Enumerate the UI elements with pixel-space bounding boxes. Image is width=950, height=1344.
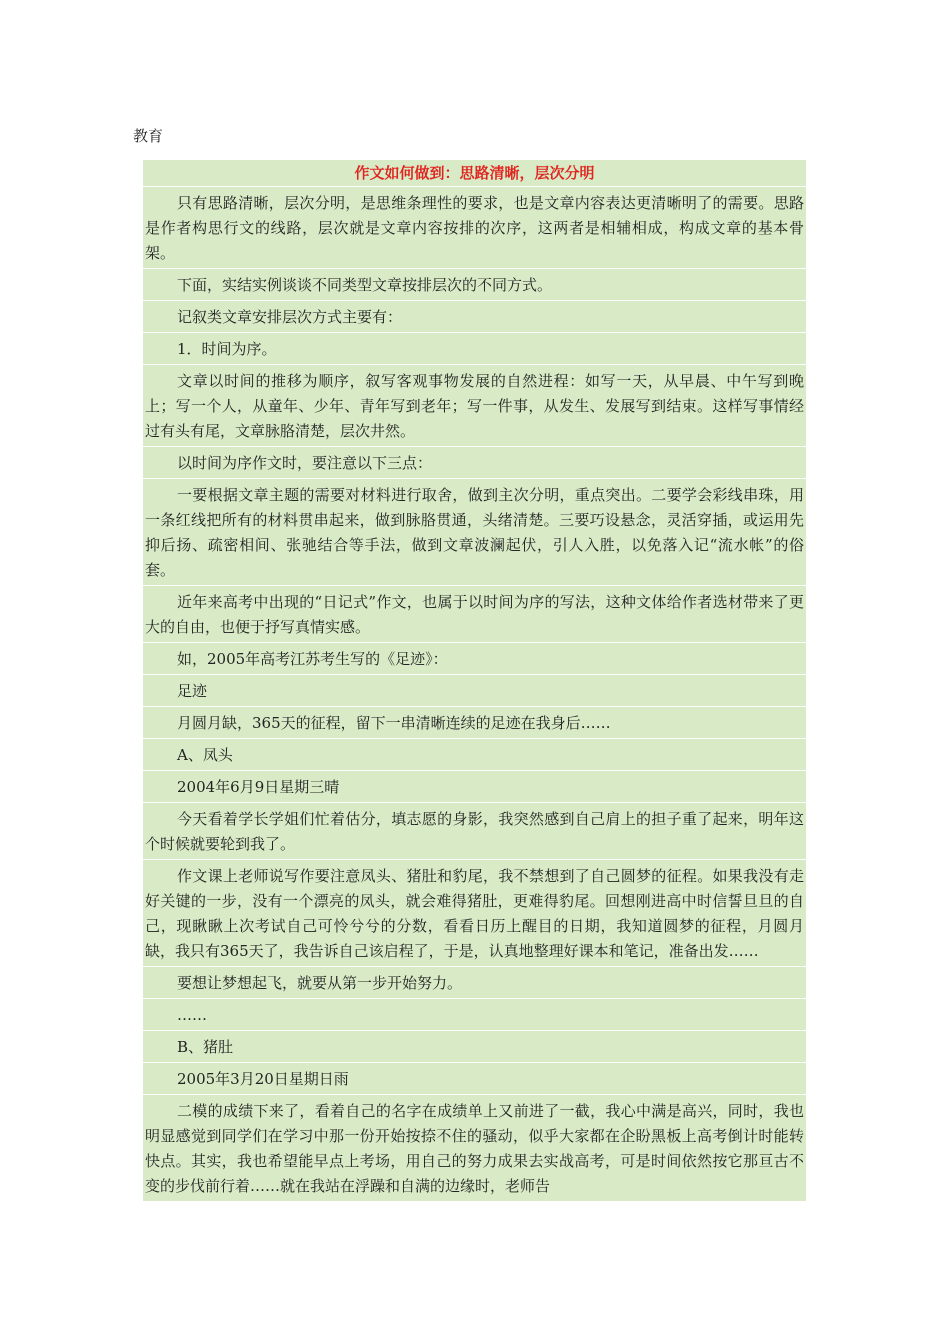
article-box (143, 160, 806, 1201)
paragraph: 今天看着学长学姐们忙着估分，填志愿的身影，我突然感到自己肩上的担子重了起来，明年这个时候就要轮到我了。 (143, 803, 806, 860)
paragraph: 二模的成绩下来了，看着自己的名字在成绩单上又前进了一截，我心中满是高兴，同时，我也明显感觉到同学们在学习中那一份开始按捺不住的骚动，似乎大家都在企盼黑板上高考倒计时能转快点。其实，我也希望能早点上考场，用自己的努力成果去实战高考，可是时间依然按它那亘古不变的步伐前行着……就在我站在浮躁和自满的边缘时，老师告 (145, 1102, 804, 1195)
article-title: 作文如何做到：思路清晰，层次分明 (143, 160, 806, 187)
paragraph: 文章以时间的推移为顺序，叙写客观事物发展的自然进程：如写一天，从早晨、中午写到晚上；写一个人，从童年、少年、青年写到老年；写一件事，从发生、发展写到结束。这样写事情经过有头有尾，文章脉胳清楚，层次井然。 (143, 365, 806, 447)
paragraph: 下面，实结实例谈谈不同类型文章按排层次的不同方式。 (143, 269, 806, 301)
paragraph: 作文课上老师说写作要注意凤头、猪肚和豹尾，我不禁想到了自己圆梦的征程。如果我没有走好关键的一步，没有一个漂亮的凤头，就会难得猪肚，更难得豹尾。回想刚进高中时信誓旦旦的自己，现瞅瞅上次考试自己可怜兮兮的分数，看看日历上醒目的日期，我知道圆梦的征程，月圆月缺，我只有365天了，我告诉自己该启程了，于是，认真地整理好课本和笔记，准备出发…… (143, 860, 806, 967)
category-label: 教育 (133, 127, 164, 145)
paragraph: 2005年3月20日星期日雨 (143, 1063, 806, 1095)
paragraph: 一要根据文章主题的需要对材料进行取舍，做到主次分明，重点突出。二要学会彩线串珠，用一条红线把所有的材料贯串起来，做到脉胳贯通，头绪清楚。三要巧设悬念，灵活穿插，或运用先抑后扬、疏密相间、张驰结合等手法，做到文章波澜起伏，引人入胜，以免落入记“流水帐”的俗套。 (143, 479, 806, 586)
paragraph: 2004年6月9日星期三晴 (143, 771, 806, 803)
paragraph: 1．时间为序。 (143, 333, 806, 365)
paragraph: …… (143, 999, 806, 1031)
paragraph: 只有思路清晰，层次分明，是思维条理性的要求，也是文章内容表达更清晰明了的需要。思路是作者构思行文的线路，层次就是文章内容按排的次序，这两者是相辅相成，构成文章的基本骨架。 (143, 187, 806, 269)
paragraph: 以时间为序作文时，要注意以下三点： (143, 447, 806, 479)
paragraph: A、凤头 (143, 739, 806, 771)
paragraph: B、猪肚 (143, 1031, 806, 1063)
paragraph: 足迹 (143, 675, 806, 707)
paragraph: 要想让梦想起飞，就要从第一步开始努力。 (143, 967, 806, 999)
paragraph: 近年来高考中出现的“日记式”作文，也属于以时间为序的写法，这种文体给作者选材带来了更大的自由，也便于抒写真情实感。 (143, 586, 806, 643)
paragraph: 如，2005年高考江苏考生写的《足迹》： (143, 643, 806, 675)
paragraph: 记叙类文章安排层次方式主要有： (143, 301, 806, 333)
paragraph: 月圆月缺，365天的征程，留下一串清晰连续的足迹在我身后…… (143, 707, 806, 739)
